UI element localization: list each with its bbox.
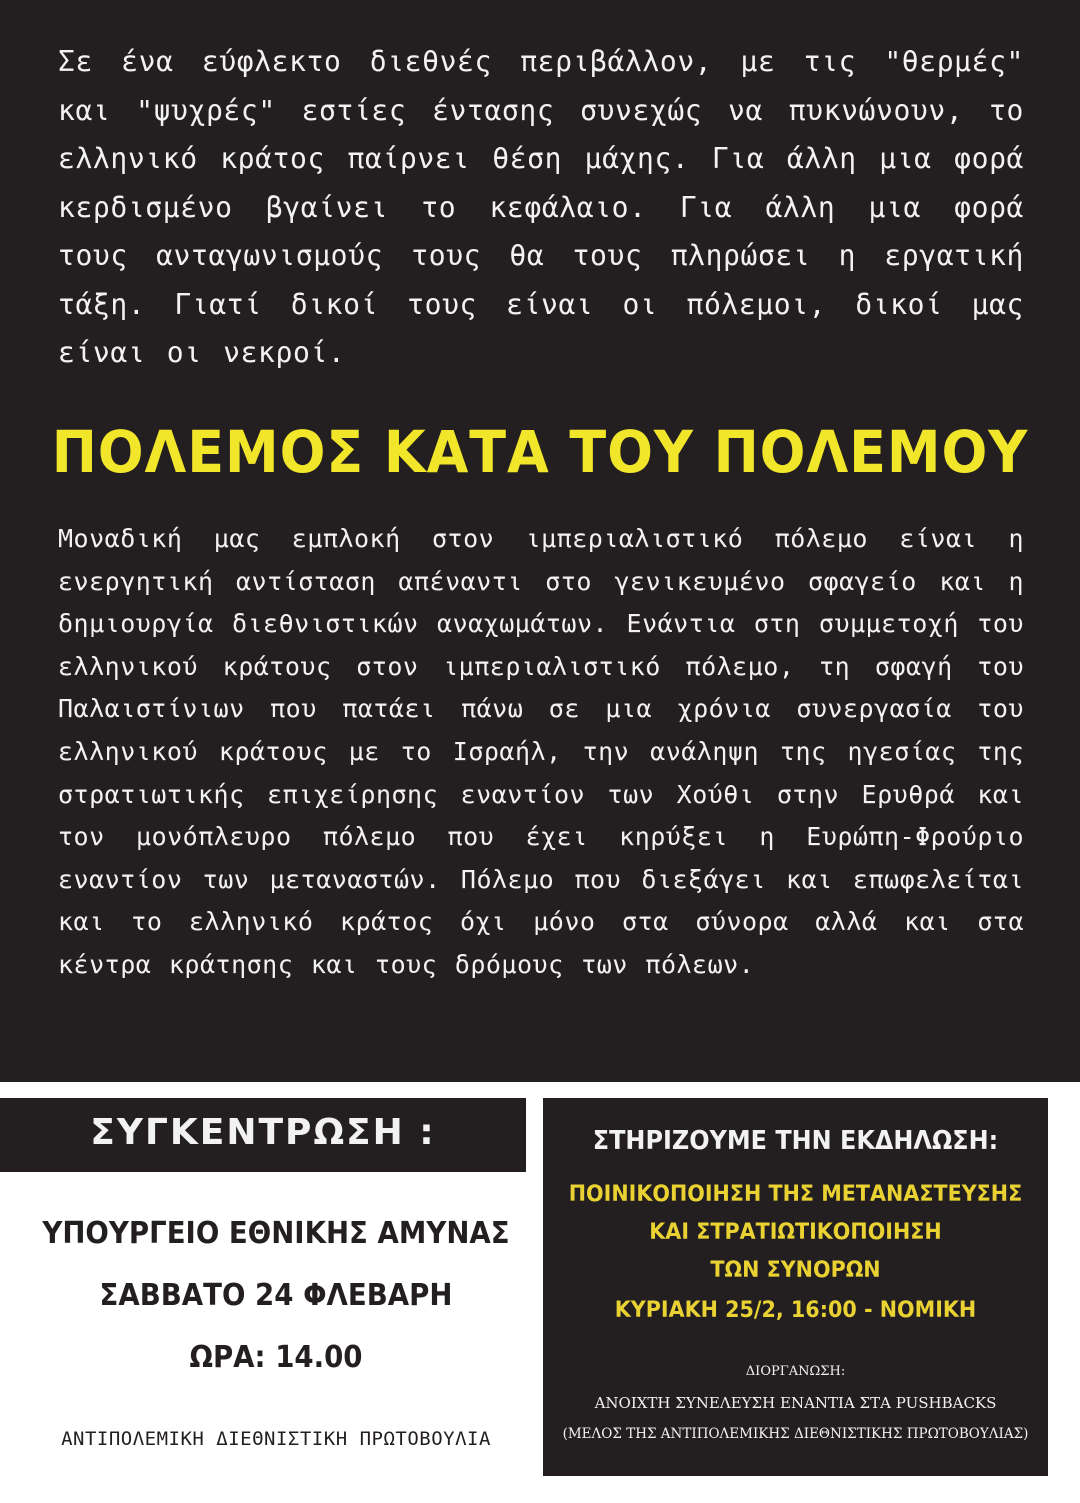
- event-box: [543, 1098, 1048, 1476]
- rally-place: ΥΠΟΥΡΓΕΙΟ ΕΘΝΙΚΗΣ ΑΜΥΝΑΣ: [42, 1216, 510, 1251]
- event-organizer-membership: (ΜΕΛΟΣ ΤΗΣ ΑΝΤΙΠΟΛΕΜΙΚΗΣ ΔΙΕΘΝΙΣΤΙΚΗΣ ΠΡΩΤΟΒΟΥΛΙΑΣ): [562, 1426, 1029, 1442]
- rally-banner: [0, 1098, 526, 1172]
- event-title-line-3: ΤΩΝ ΣΥΝΟΡΩΝ: [710, 1258, 881, 1283]
- event-organizer-label: ΔΙΟΡΓΑΝΩΣΗ:: [745, 1364, 846, 1379]
- event-heading: ΣΤΗΡΙΖΟΥΜΕ ΤΗΝ ΕΚΔΗΛΩΣΗ:: [592, 1126, 999, 1156]
- rally-date: ΣΑΒΒΑΤΟ 24 ΦΛΕΒΑΡΗ: [99, 1278, 453, 1313]
- rally-title: ΣΥΓΚΕΝΤΡΩΣΗ :: [90, 1112, 436, 1153]
- rally-time: ΩΡΑ: 14.00: [189, 1340, 363, 1375]
- rally-organizer: ΑΝΤΙΠΟΛΕΜΙΚΗ ΔΙΕΘΝΙΣΤΙΚΗ ΠΡΩΤΟΒΟΥΛΙΑ: [61, 1428, 491, 1450]
- event-title-line-2: ΚΑΙ ΣΤΡΑΤΙΩΤΙΚΟΠΟΙΗΣΗ: [649, 1220, 942, 1245]
- event-title-line-1: ΠΟΙΝΙΚΟΠΟΙΗΣΗ ΤΗΣ ΜΕΤΑΝΑΣΤΕΥΣΗΣ: [568, 1182, 1023, 1207]
- event-datetime: ΚΥΡΙΑΚΗ 25/2, 16:00 - ΝΟΜΙΚΗ: [614, 1298, 977, 1323]
- body-paragraph: Μοναδική μας εμπλοκή στον ιμπεριαλιστικό πόλεμο είναι η ενεργητική αντίσταση απέναντι στο γενικευμένο σφαγείο και η δημιουργία διεθνιστικών αναχωμάτων. Ενάντια στη συμμετοχή του ελληνικού κράτους στον ιμπεριαλιστικό πόλεμο, τη σφαγή του Παλαιστίνιων που πατάει πάνω σε μια χρόνια συνεργασία του ελληνικού κράτους με το Ισραήλ, την ανάληψη της ηγεσίας της στρατιωτικής επιχείρησης εναντίον των Χούθι στην Ερυθρά και τον μονόπλευρο πόλεμο που έχει κηρύξει η Ευρώπη-Φρούριο εναντίον των μεταναστών. Πόλεμο που διεξάγει και επωφελείται και το ελληνικό κράτος όχι μόνο στα σύνορα αλλά και στα κέντρα κράτησης και τους δρόμους των πόλεων.: [58, 524, 1024, 979]
- headline: ΠΟΛΕΜΟΣ ΚΑΤΑ ΤΟΥ ΠΟΛΕΜΟΥ: [51, 418, 1029, 486]
- event-organizer-name: ΑΝΟΙΧΤΗ ΣΥΝΕΛΕΥΣΗ ΕΝΑΝΤΙΑ ΣΤΑ PUSHBACKS: [594, 1394, 997, 1412]
- intro-paragraph: Σε ένα εύφλεκτο διεθνές περιβάλλον, με τις "θερμές" και "ψυχρές" εστίες έντασης συνεχώς να πυκνώνουν, το ελληνικό κράτος παίρνει θέση μάχης. Για άλλη μια φορά κερδισμένο βγαίνει το κεφάλαιο. Για άλλη μια φορά τους ανταγωνισμούς τους θα τους πληρώσει η εργατική τάξη. Γιατί δικοί τους είναι οι πόλεμοι, δικοί μας είναι οι νεκροί.: [58, 45, 1024, 369]
